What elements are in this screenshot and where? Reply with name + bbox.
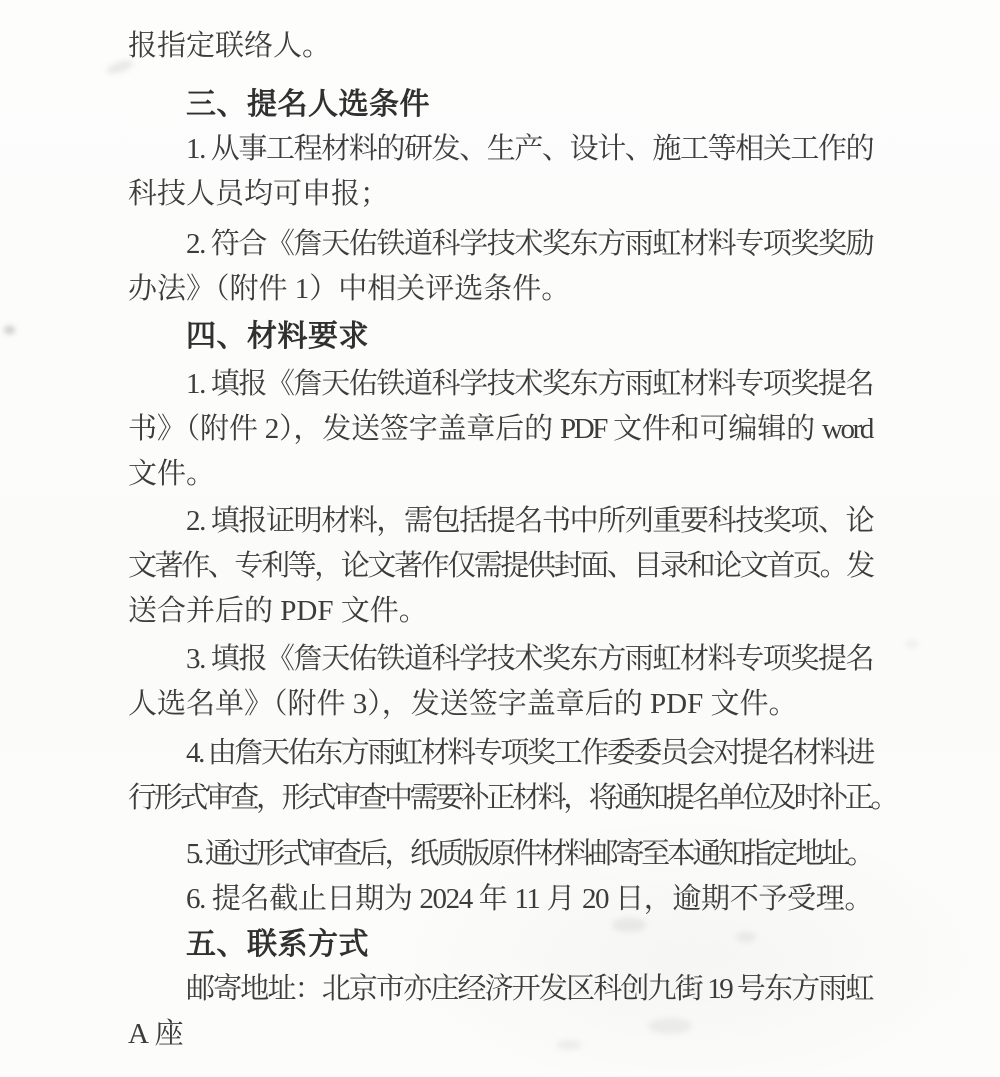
section-heading: 五、联系方式 [186,928,369,961]
text-line: 6. 提名截止日期为 2024 年 11 月 20 日，逾期不予受理。 [186,883,872,915]
text-line: 书》（附件 2），发送签字盖章后的 PDF 文件和可编辑的 word [128,413,872,445]
text-line: 2. 填报证明材料，需包括提名书中所列重要科技奖项、论 [186,505,874,537]
section-heading: 三、提名人选条件 [186,88,430,121]
text-line: 办法》（附件 1）中相关评选条件。 [128,273,571,305]
text-line: 4. 由詹天佑东方雨虹材料专项奖工作委委员会对提名材料进 [186,737,873,769]
text-line: 5. 通过形式审查后，纸质版原件材料邮寄至本通知指定地址。 [186,838,872,870]
text-line: 文件。 [128,458,216,490]
text-line: A 座 [128,1018,184,1050]
text-line: 1. 填报《詹天佑铁道科学技术奖东方雨虹材料专项奖提名 [186,368,874,400]
text-line: 送合并后的 PDF 文件。 [128,595,428,627]
text-line: 报指定联络人。 [128,30,332,62]
document-body [128,24,897,1057]
text-line: 科技人员均可申报； [128,178,390,210]
text-line: 2. 符合《詹天佑铁道科学技术奖东方雨虹材料专项奖奖励 [186,228,874,260]
text-line: 3. 填报《詹天佑铁道科学技术奖东方雨虹材料专项奖提名 [186,643,874,675]
section-heading: 四、材料要求 [186,320,369,353]
text-line: 文著作、专利等，论文著作仅需提供封面、目录和论文首页。发 [128,550,873,582]
text-line: 邮寄地址：北京市亦庄经济开发区科创九街 19 号东方雨虹 [186,973,872,1005]
text-line: 人选名单》（附件 3），发送签字盖章后的 PDF 文件。 [128,688,798,720]
scan-smudge [905,640,919,648]
text-line: 1. 从事工程材料的研发、生产、设计、施工等相关工作的 [186,133,874,165]
text-line: 行形式审查，形式审查中需要补正材料，将通知提名单位及时补正。 [128,782,897,814]
scan-smudge [4,326,15,334]
